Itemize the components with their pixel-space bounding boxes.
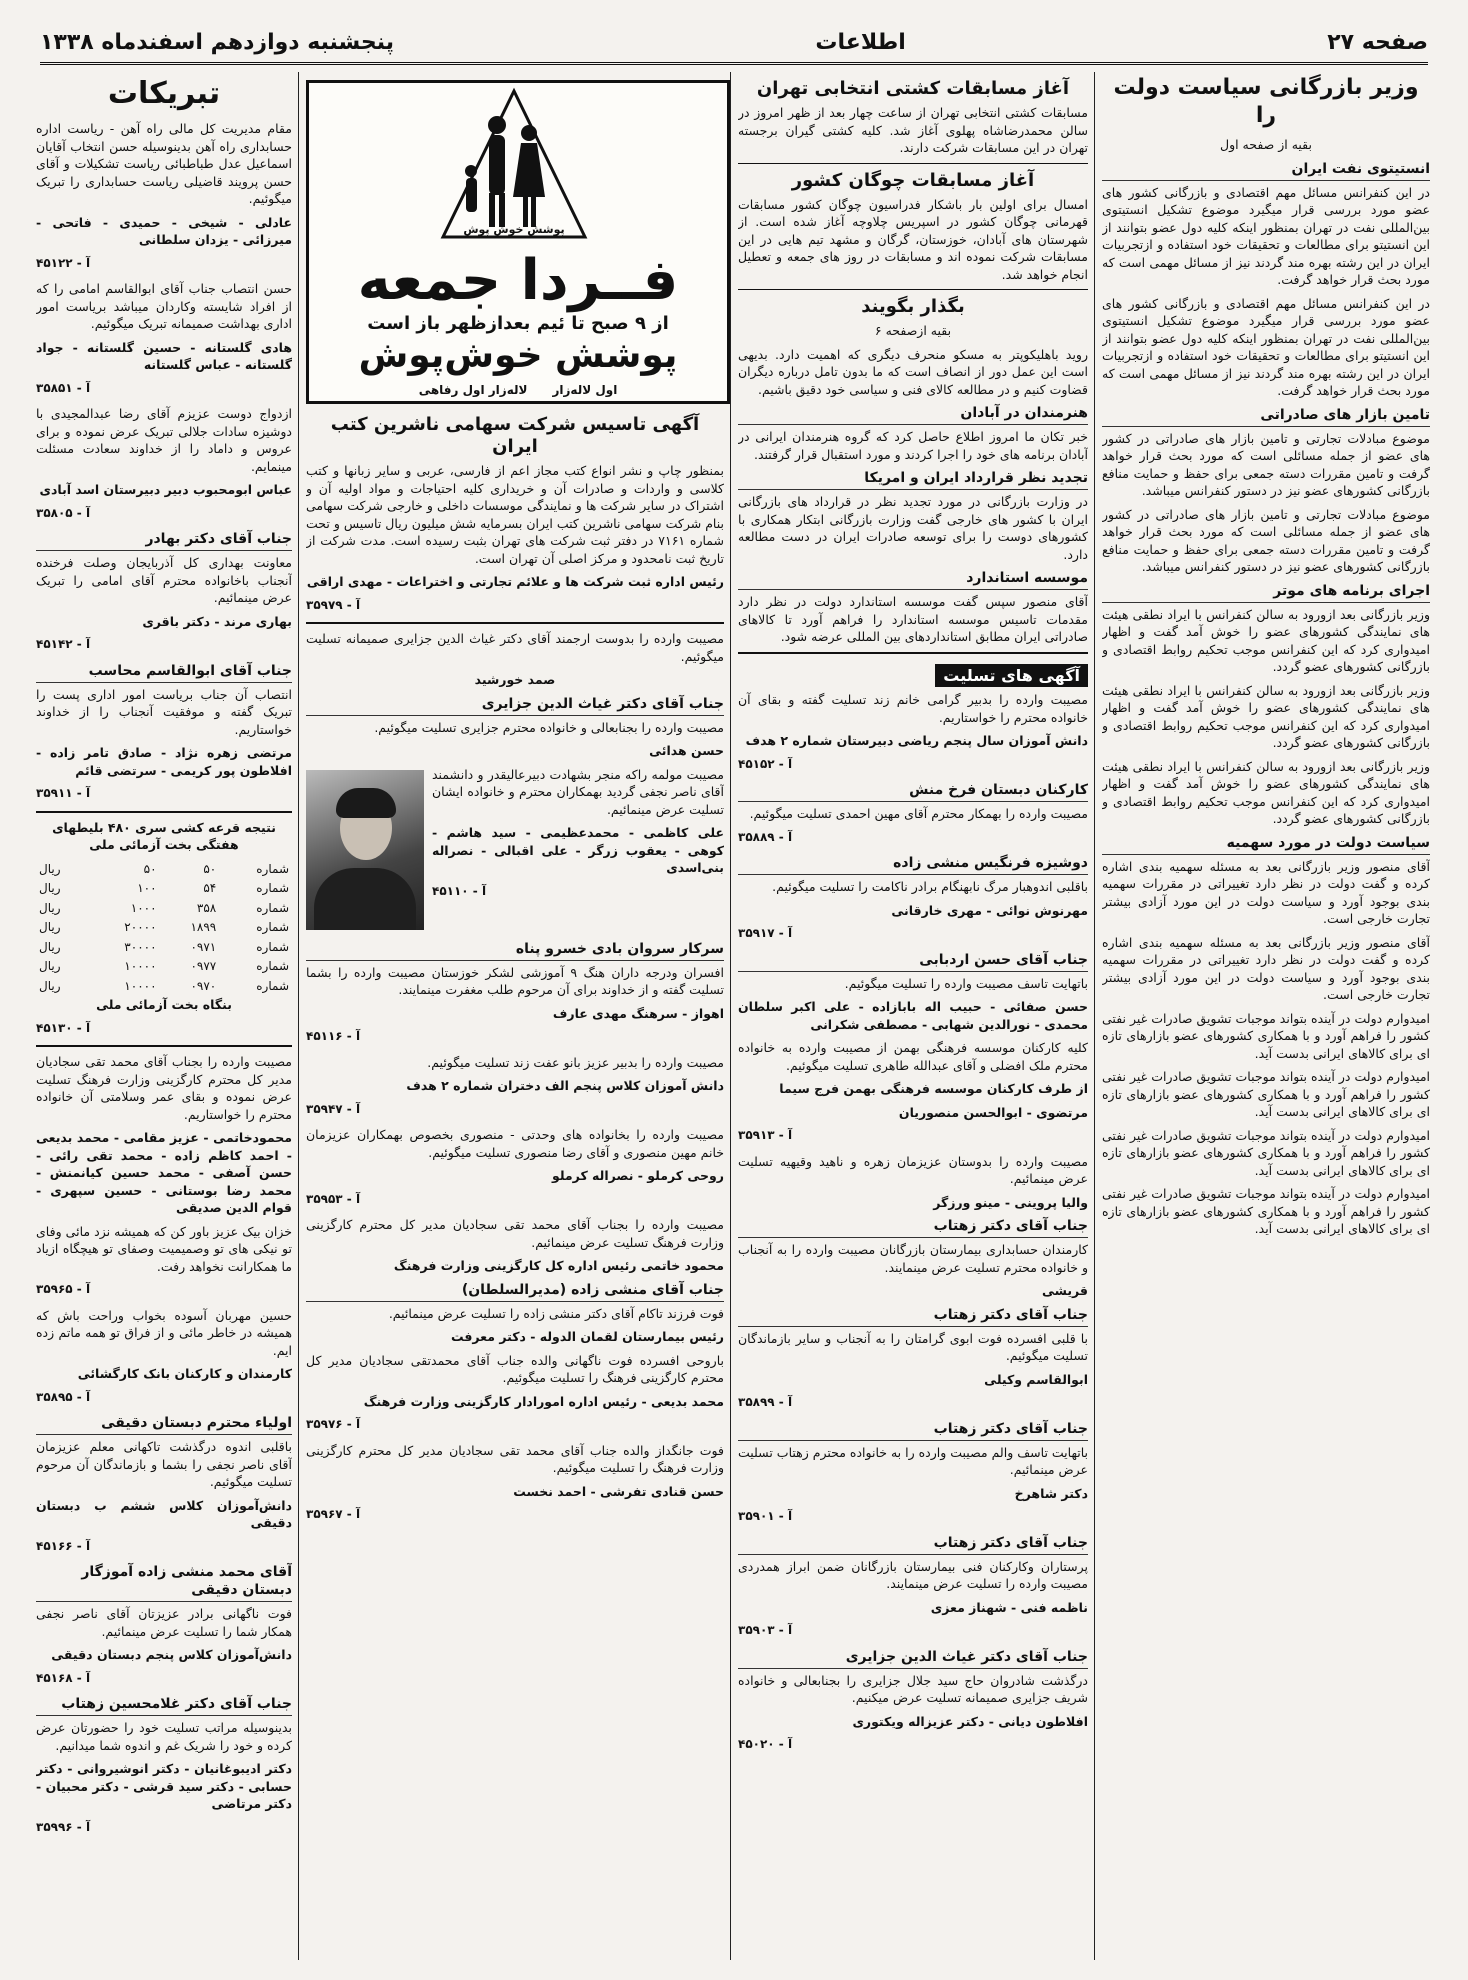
ad-headline: فــردا جمعه bbox=[357, 248, 679, 313]
lottery-cell-prize: ۲۰۰۰۰ bbox=[124, 920, 157, 934]
lottery-title: نتیجه قرعه کشی سری ۴۸۰ بلیطهای هفتگی بخت آزمائی ملی bbox=[52, 819, 276, 852]
ad-code: آ - ۴۵۱۱۶ bbox=[306, 1029, 361, 1043]
page-number: صفحه ۲۷ bbox=[1327, 29, 1428, 55]
condolence-text: مصیبت وارده را بجناب آقای محمد تقی سجادیان مدیر کل محترم کارگزینی وزارت فرهنگ تسلیت عرض نموده و بقای عمر وسلامتی آن خانواده محترم را خواستاریم. bbox=[36, 1054, 292, 1122]
masthead bbox=[40, 22, 1428, 65]
condolence-text: مصیبت وارده را بدبیر گرامی خانم زند تسلیت گفته و بقای آن خانواده محترم را خواستاریم. bbox=[738, 692, 1088, 725]
condolence-signature: والیا پروینی - مینو ورزگر bbox=[933, 1194, 1088, 1210]
condolence-signature: دانش‌آموزان کلاس ششم ب دبستان دقیقی bbox=[36, 1497, 292, 1530]
condolence-text: پرستاران وکارکنان فنی بیمارستان بازرگانان ضمن ابراز همدردی مصیبت وارده را تسلیت عرض مینمایند. bbox=[738, 1558, 1088, 1591]
condolence-heading: جناب آقای دکتر زهتاب bbox=[738, 1534, 1088, 1555]
lottery-cell-unit: ریال bbox=[39, 959, 61, 973]
lottery-cell-prize: ۵۰ bbox=[143, 861, 157, 876]
section-heading: موسسه استاندارد bbox=[738, 569, 1088, 590]
congrats-signature: هادی گلستانه - حسین گلستانه - جواد گلستانه - عباس گلستانه bbox=[36, 339, 292, 372]
condolence-signature: حسن قنادی تفرشی - احمد نخست bbox=[513, 1483, 724, 1499]
article-subtitle: بقیه ازصفحه ۶ bbox=[874, 323, 952, 338]
condolence-signature: دانش‌آموزان کلاس پنجم دبستان دقیقی bbox=[51, 1647, 292, 1662]
ad-code: آ - ۳۵۹۶۷ bbox=[306, 1507, 361, 1521]
lottery-row bbox=[36, 879, 292, 899]
lottery-cell-num: ۱۸۹۹ bbox=[190, 920, 217, 934]
congrats-text: حسن انتصاب جناب آقای ابوالقاسم امامی را که از افراد شایسته وکاردان میباشد بریاست امور اداری بهداشت صمیمانه تبریک میگوئیم. bbox=[36, 281, 292, 331]
condolence-signature: مرتضوی - ابوالحسن منصوریان bbox=[898, 1104, 1088, 1120]
article-paragraph: در این کنفرانس مسائل مهم اقتصادی و بازرگانی کشور های عضو مورد بررسی قرار میگیرد موضوع تشکیل انستیتوی بین‌المللی نفت در تهران بمنظور اینکه کلیه دول عضو بتوانند از این انستیتو برای مطالعات و تحقیقات خود استفاده و ازتجربیات ایران در این رشته بهره مند گردند نیز از مسائل مهمی است که مورد بحث قرار خواهد گرفت. bbox=[1102, 295, 1430, 398]
lottery-row bbox=[36, 977, 292, 997]
condolence-text: کلیه کارکنان موسسه فرهنگی بهمن از مصیبت وارده به خانواده محترم ملک افضلی و آقای عبدالله طاهری تسلیت میگوئیم. bbox=[738, 1040, 1088, 1073]
lottery-cell-num: ۵۴ bbox=[203, 881, 217, 895]
condolence-text: مصیبت وارده را بدوستان عزیزمان زهره و ناهید وقیهیه تسلیت عرض مینمائیم. bbox=[738, 1153, 1088, 1186]
condolence-signature: افلاطون دیانی - دکتر عزیزاله ویکتوری bbox=[852, 1713, 1088, 1729]
lottery-cell-label: شماره bbox=[256, 861, 289, 876]
column-congratulations bbox=[36, 72, 292, 1960]
congrats-signature: عادلی - شیخی - حمیدی - فاتحی - میرزائی - یزدان سلطانی bbox=[36, 214, 292, 247]
condolence-signature: دکتر ادیبوغانیان - دکتر انوشیروانی - دکتر حسابی - دکتر سید قرشی - دکتر محبیان - دکتر مرتاضی bbox=[36, 1761, 292, 1811]
lottery-cell-num: ۳۵۸ bbox=[196, 900, 217, 915]
congrats-text: معاونت بهداری کل آذربایجان وصلت فرخنده آنجناب باخانواده محترم آقای امامی را تبریک عرض مینمائیم. bbox=[36, 555, 292, 605]
condolence-heading: دوشیزه فرنگیس منشی زاده bbox=[738, 854, 1088, 875]
ad-code: آ - ۴۵۱۳۰ bbox=[36, 1020, 91, 1035]
condolence-signature: علی کاظمی - محمدعظیمی - سید هاشم - کوهی - یعقوب زرگر - علی اقبالی - نصراله بنی‌اسدی bbox=[432, 825, 724, 875]
condolence-text: باروحی افسرده فوت ناگهانی والده جناب آقای محمدتقی سجادیان مدیر کل محترم کارگزینی فرهنگ را تسلیت میگوئیم. bbox=[306, 1352, 724, 1385]
condolence-text: فوت ناگهانی برادر عزیزتان آقای ناصر نجفی همکار شما را تسلیت عرض مینمائیم. bbox=[36, 1606, 292, 1639]
section-heading: اجرای برنامه های موتر bbox=[1102, 582, 1430, 603]
condolence-text: کارمندان حسابداری بیمارستان بازرگانان مصیبت وارده را به آنجناب و خانواده محترم تسلیت عرض مینمایند. bbox=[738, 1242, 1088, 1275]
lottery-signature: بنگاه بخت آزمائی ملی bbox=[96, 997, 232, 1012]
article-paragraph: امیدوارم دولت در آینده بتواند موجبات تشویق صادرات غیر نفتی کشور را فراهم آورد و با همکاری کشورهای عضو بازارهای تازه ای برای کالاهای ایرانی بدست آید. bbox=[1102, 1010, 1430, 1061]
ad-code: آ - ۴۵۱۴۲ bbox=[36, 637, 91, 651]
condolence-text: باتهایت تاسف مصیبت وارده را تسلیت میگوئیم. bbox=[844, 975, 1088, 991]
ad-address bbox=[309, 383, 727, 397]
article-paragraph: روید باهلیکوپتر به مسکو منحرف دیگری که اهمیت دارد. بدیهی است این عمل دور از انصاف است که ما بدون تامل درباره دیگران قضاوت کنیم و در مطالعه کالای فنی و سیاسی خود دقیق باشیم. bbox=[738, 346, 1088, 397]
ad-code: آ - ۳۵۹۴۷ bbox=[306, 1101, 361, 1116]
lottery-cell-prize: ۱۰۰۰ bbox=[130, 900, 157, 915]
condolence-signature: اهواز - سرهنگ مهدی عارف bbox=[552, 1005, 724, 1021]
condolences-banner: آگهی های تسلیت bbox=[935, 664, 1088, 688]
condolence-text: درگذشت شادروان حاج سید جلال جزایری را بجنابعالی و خانواده شریف جزایری صمیمانه تسلیت عرض میکنیم. bbox=[738, 1672, 1088, 1705]
article-paragraph: در این کنفرانس مسائل مهم اقتصادی و بازرگانی کشور های عضو مورد بررسی قرار میگیرد موضوع تشکیل انستیتوی بین‌المللی نفت در تهران بمنظور اینکه کلیه دول عضو بتوانند از این انستیتو برای مطالعات و تحقیقات خود استفاده و ازتجربیات ایران در این رشته بهره مند گردند نیز از مسائل مهمی است که مورد بحث قرار خواهد گرفت. bbox=[1102, 184, 1430, 287]
notice-signature: رئیس اداره ثبت شرکت ها و علائم تجارتی و اختراعات - مهدی اراقی bbox=[306, 574, 724, 589]
lottery-cell-unit: ریال bbox=[39, 978, 61, 993]
condolence-heading: آقای محمد منشی زاده آموزگار دبستان دقیقی bbox=[36, 1563, 292, 1602]
condolence-heading: جناب آقای دکتر زهتاب bbox=[738, 1306, 1088, 1327]
condolence-heading: جناب آقای دکتر زهتاب bbox=[738, 1217, 1088, 1238]
condolence-text: مصیبت وارده را بجنابعالی و خانواده محترم جزایری تسلیت میگوئیم. bbox=[374, 719, 724, 735]
condolence-text: حسین مهربان آسوده بخواب وراحت باش که همیشه در خاطر مائی و از فراق تو همه ماتم زده ایم. bbox=[36, 1307, 292, 1358]
article-paragraph: آقای منصور وزیر بازرگانی بعد به مسئله سهمیه بندی اشاره کرده و گفت دولت در نظر دارد تغییراتی در مقررات سهمیه بندی بوجود آورد و سیاست دولت در این مورد آزادی بیشتر تجارت خارجی است. bbox=[1102, 858, 1430, 926]
ad-code: آ - ۴۵۱۶۸ bbox=[36, 1670, 91, 1685]
condolence-heading: جناب آقای دکتر غیاث الدین جزایری bbox=[738, 1648, 1088, 1669]
section-heading: هنرمندان در آبادان bbox=[738, 404, 1088, 425]
lottery-row bbox=[36, 899, 292, 919]
lottery-cell-unit: ریال bbox=[39, 881, 61, 895]
ad-code: آ - ۳۵۸۹۹ bbox=[738, 1395, 793, 1409]
ad-code: آ - ۳۵۹۷۶ bbox=[306, 1417, 361, 1431]
condolence-heading: جناب آقای حسن اردبابی bbox=[738, 951, 1088, 972]
congrats-text: انتصاب آن جناب بریاست امور اداری پست را تبریک گفته و موفقیت آنجناب را از خداوند خواستاریم. bbox=[36, 686, 292, 737]
condolence-signature: کارمندان و کارکنان بانک کارگشائی bbox=[77, 1366, 292, 1381]
condolence-signature: دکتر شاهرخ bbox=[1014, 1485, 1088, 1501]
lottery-cell-label: شماره bbox=[256, 900, 289, 915]
condolence-text: مصیبت مولمه راکه منجر بشهادت دبیرعالیقدر و دانشمند آقای ناصر نجفی گردید بهمکاران محترم و خانواده ایشان تسلیت عرض مینمائیم. bbox=[432, 766, 724, 817]
congrats-signature: عباس ابومحبوب دبیر دبیرستان اسد آبادی bbox=[39, 482, 292, 497]
notice-title: آگهی تاسیس شرکت سهامی ناشرین کتب ایران bbox=[330, 414, 700, 457]
lottery-row bbox=[36, 918, 292, 938]
lottery-cell-num: ۰۹۷۱ bbox=[190, 939, 217, 954]
condolence-heading: جناب آقای دکتر زهتاب bbox=[738, 1420, 1088, 1441]
article-title: بگذار بگویند bbox=[861, 296, 965, 317]
ad-brand: پوشش خوش‌پوش bbox=[358, 335, 678, 376]
ad-code: آ - ۳۵۸۵۱ bbox=[36, 380, 91, 395]
ad-code: آ - ۳۵۸۸۹ bbox=[738, 829, 793, 844]
congrats-heading: جناب آقای دکتر بهادر bbox=[36, 530, 292, 551]
condolence-signature: قریشی bbox=[1041, 1283, 1088, 1298]
lottery-cell-prize: ۱۰۰۰۰ bbox=[124, 959, 157, 973]
article-title: آغاز مسابقات کشتی انتخابی تهران bbox=[756, 78, 1070, 99]
section-heading: تامین بازار های صادراتی bbox=[1102, 406, 1430, 427]
condolence-signature: محمد بدیعی - رئیس اداره امورادار کارگزینی وزارت فرهنگ bbox=[363, 1393, 724, 1409]
lottery-cell-label: شماره bbox=[256, 978, 289, 993]
ad-code: آ - ۳۵۸۹۵ bbox=[36, 1389, 91, 1404]
condolence-signature: از طرف کارکنان موسسه فرهنگی بهمن فرج سیما bbox=[779, 1081, 1088, 1096]
article-paragraph: امیدوارم دولت در آینده بتواند موجبات تشویق صادرات غیر نفتی کشور را فراهم آورد و با همکاری کشورهای عضو بازارهای تازه ای برای کالاهای ایرانی بدست آید. bbox=[1102, 1186, 1430, 1236]
ad-code: آ - ۳۵۹۱۷ bbox=[738, 926, 793, 940]
lottery-cell-label: شماره bbox=[256, 881, 289, 895]
lottery-cell-prize: ۱۰۰۰۰ bbox=[124, 978, 157, 993]
column-rule bbox=[1094, 72, 1095, 1960]
article-paragraph: امیدوارم دولت در آینده بتواند موجبات تشویق صادرات غیر نفتی کشور را فراهم آورد و با همکاری کشورهای عضو بازارهای تازه ای برای کالاهای ایرانی بدست آید. bbox=[1102, 1069, 1430, 1119]
section-heading: انستیتوی نفت ایران bbox=[1102, 160, 1430, 181]
condolence-heading: سرکار سروان بادی خسرو پناه bbox=[306, 940, 724, 961]
ad-code: آ - ۴۵۱۲۲ bbox=[36, 255, 91, 270]
condolence-text: مصیبت وارده را بهمکار محترم آقای مهین احمدی تسلیت میگوئیم. bbox=[749, 806, 1088, 821]
congrats-text: ازدواج دوست عزیزم آقای رضا عبدالمجیدی با دوشیزه سادات جلالی تبریک عرض نموده و برای عروس و داماد را از خداوند سعادت مسئلت مینمایم. bbox=[36, 406, 292, 474]
section-title: تبریکات bbox=[107, 76, 221, 111]
condolence-text: بدینوسیله مراتب تسلیت خود را حضورتان عرض کرده و خود را شریک غم و اندوه شما میدانیم. bbox=[36, 1720, 292, 1753]
condolence-heading: کارکنان دبستان فرخ منش bbox=[738, 781, 1088, 802]
condolence-signature: حسن هدائی bbox=[649, 743, 724, 758]
column-notices bbox=[306, 408, 724, 1960]
ad-code: آ - ۳۵۹۱۱ bbox=[36, 786, 91, 800]
condolence-heading: جناب آقای منشی زاده (مدیرالسلطان) bbox=[306, 1281, 724, 1302]
article-paragraph: وزیر بازرگانی بعد ازورود به سالن کنفرانس با ایراد نطقی هیئت های نمایندگی کشورهای عضو را خوش آمد گفت و اظهار امیدواری کرد که این کنفرانس موجب تحکیم روابط اقتصادی و بازرگانی کشورهای عضو گردد. bbox=[1102, 682, 1430, 750]
condolence-text: فوت فرزند تاکام آقای دکتر منشی زاده را تسلیت عرض مینمائیم. bbox=[388, 1305, 724, 1321]
article-paragraph: آقای منصور سپس گفت موسسه استاندارد دولت در نظر دارد مقدمات تاسیس موسسه استاندارد را فراهم آورد تا کالاهای صادراتی ایران مطابق استانداردهای بین المللی عرضه شود. bbox=[738, 594, 1088, 644]
article-title: وزیر بازرگانی سیاست دولت را bbox=[1113, 75, 1419, 128]
article-paragraph: وزیر بازرگانی بعد ازورود به سالن کنفرانس با ایراد نطقی هیئت های نمایندگی کشورهای عضو را خوش آمد گفت و اظهار امیدواری کرد که این کنفرانس موجب تحکیم روابط اقتصادی و بازرگانی کشورهای عضو گردد. bbox=[1102, 758, 1430, 826]
ad-code: آ - ۳۵۹۹۶ bbox=[36, 1819, 91, 1834]
lottery-cell-label: شماره bbox=[256, 959, 289, 973]
condolence-text: مصیبت وارده را بدبیر عزیز بانو عفت زند تسلیت میگوئیم. bbox=[427, 1054, 724, 1070]
lottery-cell-num: ۰۹۷۰ bbox=[190, 978, 217, 993]
condolence-signature: ناظمه فنی - شهناز معزی bbox=[930, 1599, 1088, 1615]
lottery-cell-unit: ریال bbox=[39, 939, 61, 954]
article-paragraph: مسابقات کشتی انتخابی تهران از ساعت چهار بعد از ظهر امروز در سالن محمدرضاشاه پهلوی آغاز شد. کلیه کشتی گیران برجسته تهران در این مسابقات شرکت دارند. bbox=[738, 105, 1088, 155]
article-title: آغاز مسابقات چوگان کشور bbox=[791, 169, 1035, 191]
column-rule bbox=[298, 72, 299, 1960]
ad-code: آ - ۴۵۱۶۶ bbox=[36, 1538, 91, 1553]
article-paragraph: امیدوارم دولت در آینده بتواند موجبات تشویق صادرات غیر نفتی کشور را فراهم آورد و با همکاری کشورهای عضو بازارهای تازه ای برای کالاهای ایرانی بدست آید. bbox=[1102, 1127, 1430, 1178]
condolence-text: خزان بیک عزیز باور کن که همیشه نزد مائی وفای تو نیکی های تو وصمیمیت وصفای تو هیچگاه ازیاد ما همکارانت نخواهد رفت. bbox=[36, 1223, 292, 1274]
column-economy bbox=[1102, 72, 1430, 1960]
condolence-signature: مهرنوش نوائی - مهری خارقانی bbox=[891, 902, 1088, 918]
condolence-heading: جناب آقای دکتر غیاث الدین جزایری bbox=[306, 695, 724, 716]
article-paragraph: موضوع مبادلات تجارتی و تامین بازار های صادراتی در کشور های عضو از جمله مسائلی است که مورد بحث قرار خواهد گرفت و تامین مقررات دسته جمعی برای حفظ و حمایت منافع بازرگانی کشورهای عضو نیز در دستور کنفرانس میباشد. bbox=[1102, 506, 1430, 574]
condolence-signature: ابوالقاسم وکیلی bbox=[984, 1371, 1088, 1387]
ad-code: آ - ۳۵۹۱۳ bbox=[738, 1128, 793, 1142]
lottery-cell-unit: ریال bbox=[39, 861, 61, 876]
issue-date: پنجشنبه دوازدهم اسفندماه ۱۳۳۸ bbox=[40, 29, 395, 55]
congrats-signature: بهاری مرند - دکتر باقری bbox=[142, 613, 292, 629]
ad-code: آ - ۴۵۱۵۲ bbox=[738, 756, 793, 771]
obituary-block bbox=[306, 766, 724, 934]
condolence-text: باقلبی اندوه درگذشت تاکهانی معلم عزیزمان آقای ناصر نجفی را بشما و بازماندگان آن مرحوم تسلیت میگوئیم. bbox=[36, 1439, 292, 1489]
section-heading: سیاست دولت در مورد سهمیه bbox=[1102, 834, 1430, 855]
ad-code: آ - ۳۵۹۶۵ bbox=[36, 1282, 91, 1296]
section-heading: تجدید نظر قرارداد ایران و امریکا bbox=[738, 469, 1088, 490]
condolence-text: فوت جانگداز والده جناب آقای محمد تقی سجادیان مدیر کل محترم کارگزینی وزارت فرهنگ را تسلیت میگوئیم. bbox=[306, 1442, 724, 1475]
lottery-cell-num: ۰۹۷۷ bbox=[190, 959, 217, 973]
column-rule bbox=[730, 72, 731, 1960]
lottery-row bbox=[36, 957, 292, 977]
article-paragraph: وزیر بازرگانی بعد ازورود به سالن کنفرانس با ایراد نطقی هیئت های نمایندگی کشورهای عضو را خوش آمد گفت و اظهار امیدواری کرد که این کنفرانس موجب تحکیم روابط اقتصادی و بازرگانی کشورهای عضو گردد. bbox=[1102, 606, 1430, 674]
lottery-row bbox=[36, 860, 292, 880]
paper-name: اطلاعات bbox=[815, 29, 906, 55]
column-sports bbox=[738, 72, 1088, 1960]
ad-code: آ - ۳۵۸۰۵ bbox=[36, 505, 91, 520]
ad-code: آ - ۴۵۱۱۰ bbox=[432, 883, 487, 898]
lottery-row bbox=[36, 938, 292, 958]
lottery-cell-prize: ۳۰۰۰۰ bbox=[124, 939, 157, 954]
article-paragraph: در وزارت بازرگانی در مورد تجدید نظر در قرارداد های بازرگانی ایران با کشور های خارجی گفت وزارت بازرگانی ابتکار همکاری با کشورهای دوست را برای توسعه صادرات ایران در دست مطالعه دارد. bbox=[738, 494, 1088, 562]
condolence-signature: دانش آموزان سال پنجم ریاضی دبیرستان شماره ۲ هدف bbox=[745, 733, 1088, 748]
congrats-signature: مرتضی زهره نژاد - صادق تامر زاده - افلاطون پور کریمی - سرتضی قائم bbox=[36, 745, 292, 778]
condolence-text: باتهایت تاسف والم مصیبت وارده را به خانواده محترم زهتاب تسلیت عرض مینمائیم. bbox=[738, 1444, 1088, 1477]
condolence-text: باقلبی اندوهبار مرگ نابهنگام برادر ناکامت را تسلیت میگوئیم. bbox=[772, 879, 1088, 894]
notice-text: بمنظور چاپ و نشر انواع کتب مجاز اعم از فارسی، عربی و سایر زبانها و کتب کلاسی و واردات و صادرات آن و خریداری کلیه احتیاجات و مواد اولیه آن و اشتراک در سایر شرکت ها و نمایندگی موسسات داخلی و خارجی شرکت سهامی بنام شرکت سهامی ناشرین کتب ایران بسرمایه شش میلیون ریال تاسیس و تحت شماره ۷۱۶۱ در دفتر ثبت شرکت های تهران بثبت رسیده است. مدت شرکت از تاریخ ثبت نامحدود و مرکز اصلی آن تهران است. bbox=[306, 463, 724, 566]
congrats-heading: جناب آقای ابوالقاسم محاسب bbox=[36, 662, 292, 683]
condolence-signature: صمد خورشید bbox=[474, 672, 556, 687]
condolence-text: مصیبت وارده را بخانواده های وحدتی - منصوری بخصوص بهمکاران عزیزمان خانم مهین منصوری و آقای رضا منصوری تسلیت میگوئیم. bbox=[306, 1127, 724, 1160]
ad-code: آ - ۴۵۰۲۰ bbox=[738, 1737, 793, 1751]
article-paragraph: موضوع مبادلات تجارتی و تامین بازار های صادراتی در کشور های عضو از جمله مسائلی است که مورد بحث قرار خواهد گرفت و تامین مقررات دسته جمعی برای حفظ و حمایت منافع بازرگانی کشورهای عضو نیز در دستور کنفرانس میباشد. bbox=[1102, 430, 1430, 498]
condolence-text: با قلبی افسرده فوت ابوی گرامتان را به آنجناب و سایر بازماندگان تسلیت میگوئیم. bbox=[738, 1330, 1088, 1363]
ad-address-left: لاله‌زار اول رفاهی bbox=[418, 383, 528, 397]
lottery-cell-prize: ۱۰۰ bbox=[137, 881, 157, 895]
ad-code: آ - ۳۵۹۷۹ bbox=[306, 597, 361, 612]
lottery-cell-unit: ریال bbox=[39, 920, 61, 934]
portrait-photo bbox=[306, 770, 424, 930]
ad-code: آ - ۳۵۹۰۱ bbox=[738, 1509, 793, 1523]
condolence-signature: حسن صفائی - حبیب اله بابازاده - علی اکبر سلطان محمدی - نورالدین شهابی - مصطفی شکرانی bbox=[738, 999, 1088, 1032]
lottery-cell-label: شماره bbox=[256, 939, 289, 954]
condolence-signature: محمود خاتمی رئیس اداره کل کارگزینی وزارت فرهنگ bbox=[393, 1258, 724, 1273]
condolence-signature: روحی کرملو - نصراله کرملو bbox=[551, 1168, 724, 1183]
condolence-text: مصیبت وارده را بجناب آقای محمد تقی سجادیان مدیر کل محترم کارگزینی وزارت فرهنگ تسلیت عرض مینمائیم. bbox=[306, 1217, 724, 1250]
lottery-cell-num: ۵۰ bbox=[203, 861, 217, 876]
logo-caption: پوشش خوش پوش bbox=[463, 223, 565, 236]
condolence-text: مصیبت وارده را بدوست ارجمند آقای دکتر غیاث الدین جزایری صمیمانه تسلیت میگوئیم. bbox=[306, 631, 724, 664]
article-paragraph: خبر تکان ما امروز اطلاع حاصل کرد که گروه هنرمندان ایرانی در آبادان برنامه های خود را اجرا کردند و مورد استقبال قرار گرفتند. bbox=[738, 429, 1088, 462]
ad-address-right: اول لاله‌زار bbox=[552, 383, 618, 397]
condolence-signature: دانش آموزان کلاس پنجم الف دختران شماره ۲ هدف bbox=[406, 1078, 724, 1093]
ad-code: آ - ۳۵۹۰۳ bbox=[738, 1623, 793, 1637]
lottery-cell-label: شماره bbox=[256, 920, 289, 934]
lottery-cell-unit: ریال bbox=[39, 900, 61, 915]
article-paragraph: آقای منصور وزیر بازرگانی بعد به مسئله سهمیه بندی اشاره کرده و گفت دولت در نظر دارد تغییراتی در مقررات سهمیه بندی بوجود آورد و سیاست دولت در این مورد آزادی بیشتر تجارت خارجی است. bbox=[1102, 934, 1430, 1002]
condolence-signature: محمودخاتمی - عزیز مقامی - محمد بدیعی - احمد کاظم زاده - محمد تقی رائی - حسن آصفی - محمد حسین کیانمنش - محمد رضا بوستانی - حسین سپهری - قوام الدین صدیقی bbox=[36, 1130, 292, 1215]
article-paragraph: امسال برای اولین بار باشکار فدراسیون چوگان کشور مسابقات قهرمانی چوگان کشور در اسپریس چلاوچه آغاز شده است. از شهرستان های آبادان، خوزستان، گرگان و مشهد تیم هایی در این مسابقات شرکت نموده اند و مسابقات در روز های جمعه و تعطیل انجام خواهد شد. bbox=[738, 196, 1088, 282]
condolence-signature: رئیس بیمارستان لقمان الدوله - دکتر معرفت bbox=[450, 1329, 724, 1344]
ad-hours: از ۹ صبح تا ئیم بعدازظهر باز است bbox=[367, 313, 669, 334]
condolence-text: افسران ودرجه داران هنگ ۹ آموزشی لشکر خوزستان مصیبت وارده را بشما تسلیت گفته و از خداوند برای آن مرحوم طلب مغفرت مینمایند. bbox=[306, 964, 724, 997]
condolence-heading: اولیاء محترم دبستان دقیقی bbox=[36, 1414, 292, 1435]
lottery-table bbox=[36, 860, 292, 997]
clothing-store-ad bbox=[306, 80, 730, 404]
condolence-heading: جناب آقای دکتر غلامحسین زهتاب bbox=[36, 1695, 292, 1716]
congrats-text: مقام مدیریت کل مالی راه آهن - ریاست اداره حسابداری راه آهن بدینوسیله حسن انتخاب آقایان اسماعیل عدل طباطبائی ریاست تشکیلات و آقای حسن پرویند قاضیلی ریاست حسابداری را تبریک میگوئیم. bbox=[36, 121, 292, 206]
article-subtitle: بقیه از صفحه اول bbox=[1219, 137, 1312, 152]
ad-code: آ - ۳۵۹۵۳ bbox=[306, 1191, 361, 1206]
